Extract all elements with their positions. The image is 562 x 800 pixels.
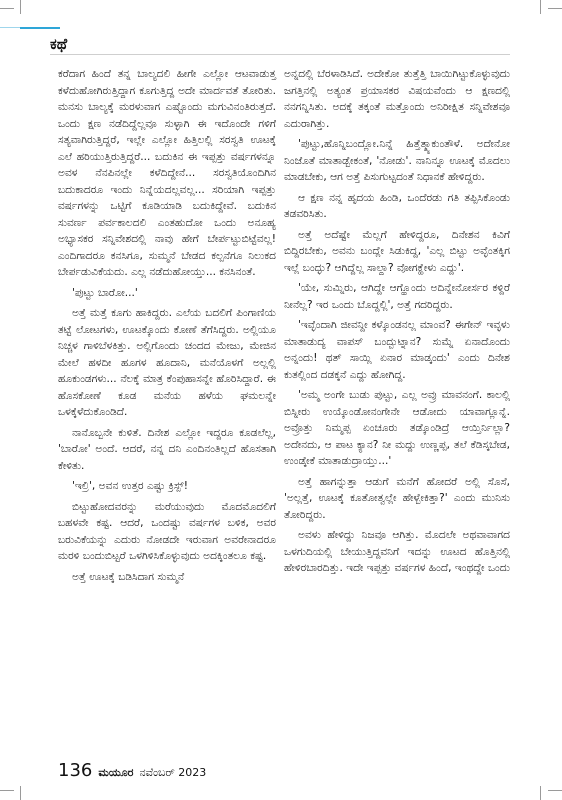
- paragraph: ಅತ್ತೆ ಮತ್ತೆ ಕೂಗು ಹಾಕಿದ್ದರು. ಎಲೆಯ ಬದಲಿಗೆ ಪಿಂಗಾಣಿಯ ತಟ್ಟೆ ಲೋಟಗಳು, ಊಟಕ್ಕೊಂದು ಕೋಣೆ ತೆಗೆಸಿದ್ದರು. ಅಲ್ಲಿಯೂ ನಿಚ್ಚಳ ಗಾಳಿಬೆಳಕಿತ್ತು. ಅಲ್ಲಿಗೊಂದು ಚಂದದ ಮೇಜು, ಮೇಜಿನ ಮೇಲೆ ಹಳದೀ ಹೂಗಳ ಹೂದಾನಿ, ಮನೆಯೊಳಗೆ ಅಲ್ಲಲ್ಲಿ ಹೂಕುಂಡಗಳು... ನೆಲಕ್ಕೆ ಮಾತ್ರ ಕೆಂಪುಹಾಸನ್ನೇ ಹೊರಿಸಿದ್ದಾರೆ. ಈ ಹೊಸಕೋಣೆ ಕೂಡ ಮನೆಯ ಹಳೆಯ ಘಮಲನ್ನೇ ಒಳಕ್ಕೆಳೆದುಕೊಂಡಿದೆ.: [58, 307, 276, 418]
- crop-mark-top-left-h: [0, 8, 14, 9]
- header-accent-line: [20, 27, 60, 29]
- paragraph: 'ಪುಟ್ಟು ಬಾರೋ...': [72, 286, 138, 299]
- paragraph: ನಾನೊಬ್ಬನೇ ಕುಳಿತೆ. ದಿನೇಶ ಎಲ್ಲೋ ಇದ್ದರೂ ಕೂಡಲೆಲ್ಲ, 'ಬಾರೋ' ಅಂದೆ. ಆದರೆ, ನನ್ನ ದನಿ ಎಂದಿನಂತಿಲ್ಲದೆ ಹೊಸತಾಗಿ ಕೇಳಿತು.: [58, 426, 276, 472]
- paragraph: ಕರೆದಾಗ ಹಿಂದೆ ತನ್ನ ಬಾಲ್ಯದಲಿ ಹೀಗೇ ಎಲ್ಲೋ ಆಟವಾಡುತ್ತ ಕಳೆದುಹೋಗಿರುತ್ತಿದ್ದಾಗ ಕೂಗುತ್ತಿದ್ದ ಅದೇ ಮಾರ್ದವತೆ ತೋರಿತು. ಮನಸು ಬಾಲ್ಯಕ್ಕೆ ಮರಳುವಾಗ ಎಷ್ಟೊಂದು ಮಗುವಿನಂತಿರುತ್ತದೆ. ಒಂದು ಕ್ಷಣ ನಡೆದಿದ್ದೆಲ್ಲವೂ ಸುಳ್ಳಾಗಿ ಈ ಇದೊಂದೇ ಗಳಿಗೆ ಸತ್ಯವಾಗಿರುತ್ತಿದ್ದರೆ, ಇಲ್ಲೇ ಎಲ್ಲೋ ಹಿತ್ತಿಲಲ್ಲಿ ಸರಸ್ವತಿ ಊಟಕ್ಕೆ ಎಲೆ ಹರಿಯುತ್ತಿರುತ್ತಿದ್ದರೆ... ಬದುಕಿನ ಈ ಇಪ್ಪತ್ತು ವರ್ಷಗಳನ್ನೂ ಅವಳ ನೆನಪಿನಲ್ಲೇ ಕಳೆದಿದ್ದೇನೆ... ಸರಸ್ವತಿಯೊಂದಿಗಿನ ಬದುಕಾದರೂ ಇಂದು ನಿನ್ನೆಯದಲ್ಲವಲ್ಲ... ಸರಿಯಾಗಿ ಇಪ್ಪತ್ತು ವರ್ಷಗಳನ್ನು ಒಟ್ಟಿಗೆ ಕೂಡಿಯಾಡಿ ಬದುಕಿದ್ದೇವೆ. ಬದುಕಿನ ಸುವರ್ಣ ಪರ್ವಕಾಲದಲಿ ಎಂತಹುದೋ ಒಂದು ಅನೂಹ್ಯ ಅಭ್ಯಾಸಕರ ಸನ್ನಿವೇಶದಲ್ಲಿ ನಾವು ಹೇಗೆ ಬೇರ್ಪಟ್ಟುಬಿಟ್ಟೆವಲ್ಲ! ಎಂದಿಗಾದರೂ ಕನಸಿಗೂ, ಸುಮ್ಮನೆ ಬೇಡದ ಕಲ್ಪನೆಗೂ ನಿಲುಕದ ಬೇರ್ಪಡುವಿಕೆಯದು. ಎಲ್ಲ ನಡೆದುಹೋಯ್ತು... ಕನಸಿನಂತೆ.: [58, 68, 276, 278]
- crop-mark-top-left-v: [20, 0, 21, 14]
- paragraph: ಅತ್ತೆ ಹಾಗನ್ನುತ್ತಾ ಆಡುಗೆ ಮನೆಗೆ ಹೋದರೆ ಅಲ್ಲಿ ಸೊಸೆ, 'ಅಲ್ಲತ್ತೆ, ಊಟಕ್ಕೆ ಕೂತೋತ್ವಲ್ಲೇ ಹೇಳ್ಬೇಕಿತ್ತಾ?' ಎಂದು ಮುನಿಸು ತೋರಿದ್ದರು.: [284, 475, 510, 521]
- crop-mark-bottom-left-v: [20, 786, 21, 800]
- crop-mark-bottom-right-v: [540, 786, 541, 800]
- crop-mark-bottom-left-h: [0, 790, 14, 791]
- page-footer: [58, 760, 206, 781]
- magazine-name: ಮಯೂರ: [98, 766, 134, 779]
- paragraph: ಅತ್ತೆ ಅದೆಷ್ಟೇ ಮೆಲ್ಲಗೆ ಹೇಳಿದ್ದರೂ, ದಿನೇಶನ ಕಿವಿಗೆ ಬಿದ್ದಿರಬೇಕು, ಅವನು ಬಂದ್ಲೇ ಸಿಡುಕಿದ್ದ, 'ಎಲ್ಲ ಬಿಟ್ಟು ಅವ್ಳೆಂತಕ್ಕಿಗ ಇಲ್ಲೆ ಬಂದ್ಳು? ಆಗಿದ್ದೆಲ್ಲ ಸಾಲ್ದಾ? ವೋಗಕ್ಹೇಳು ಎದ್ದು'.: [284, 228, 510, 274]
- header-accent-faint: [0, 27, 20, 28]
- crop-mark-top-right-v: [540, 0, 541, 14]
- paragraph: ಅತ್ತೆ ಊಟಕ್ಕೆ ಬಡಿಸಿದಾಗ ಸುಮ್ಮನೆ: [72, 570, 185, 583]
- crop-mark-top-right-h: [548, 8, 562, 9]
- paragraph: ಬಿಟ್ಟುಹೋದವರನ್ನು ಮರೆಯುವುದು ಮೊದಮೊದಲಿಗೆ ಬಹಳವೇ ಕಷ್ಟ. ಆದರೆ, ಒಂದಷ್ಟು ವರ್ಷಗಳ ಬಳಿಕ, ಅವರ ಬರುವಿಕೆಯನ್ನು ಎದುರು ನೋಡದೇ ಇರುವಾಗ ಅವರೇನಾದರೂ ಮರಳಿ ಬಂದುಬಿಟ್ಟರೆ ಒಳಗಿಳಿಸಿಕೊಳ್ಳುವುದು ಅದಕ್ಕಿಂತಲೂ ಕಷ್ಟ.: [58, 500, 276, 562]
- left-column: [58, 66, 276, 589]
- paragraph: 'ಇಲ್ರಿ', ಅವನ ಉತ್ತರ ಎಷ್ಟು ಕ್ರಿಸ್ಪ್!: [72, 480, 189, 492]
- page-number: 136: [58, 760, 93, 781]
- title-divider: [50, 54, 510, 55]
- paragraph: 'ಯೇ, ಸುಮ್ನಿರು, ಆಗಿದ್ದೇ ಆಗ್ಹೊಂದು ಅದಿನ್ನೇನೋರ್ಸರ ಕಳ್ದಿರೆ ನೀನೆಲ್ಲ? ಇರ ಒಂದು ಬೊದ್ದಲ್ಲಿ', ಅತ್ತೆ ಗದರಿದ್ದರು.: [284, 282, 510, 311]
- issue-date: ನವೆಂಬರ್ 2023: [139, 766, 207, 779]
- paragraph: ಆ ಕ್ಷಣ ನನ್ನ ಹೃದಯ ಹಿಂಡಿ, ಒಂದೆರಡು ಗತಿ ತಪ್ಪಿಸಿಕೊಂಡು ತಡವರಿಸಿತು.: [284, 191, 510, 220]
- paragraph: 'ಅಮ್ಮ ಅಂಗೇ ಬುಡು ಪುಟ್ಟು, ಎಲ್ಲ ಅವ್ರು ಮಾವನಂಗೆ. ಕಾಲಲ್ಲಿ ಬಿಸ್ನೀರು ಉಯ್ಕೊಂಡೋನಂಗೇನೇ ಆಡೋದು ಯಾವಾಗ್ಲೂನ್ನೆ. ಅವ್ರೊತ್ತು ನಿಮ್ಮಪ್ಪ ಏಂಚೂರು ತಡ್ಕೊಂಡಿದ್ರೆ ಆಯ್ತಿರ್ನಿಲ್ಲಾ? ಅದೇನದು, ಆ ಪಾಟ ಕ್ಯಾನ? ನೀ ಮದ್ದು ಉಣ್ಣಪ್ಪ, ತಲೆ ಕೆಡಿಸ್ಕಬೇಡ, ಉಂಡ್ಕೇಕೆ ಮಾತಾಡುದ್ರಾಯ್ತು...': [284, 389, 510, 467]
- paragraph: ಅವಳು ಹೇಳಿದ್ದು ನಿಜವೂ ಆಗಿತ್ತು. ಮೊದಲೇ ಅಥವಾವಾಗದ ಒಳಗುದಿಯಲ್ಲಿ ಬೇಯುತ್ತಿದ್ದವನಿಗೆ ಇದನ್ನು ಊಟದ ಹೊತ್ತಿನಲ್ಲಿ ಹೇಳಿರಬಾರದಿತ್ತು. ಇದೇ ಇಪ್ಪತ್ತು ವರ್ಷಗಳ ಹಿಂದೆ, ಇಂಥದ್ದೇ ಒಂದು: [284, 529, 510, 574]
- paragraph: 'ಇವ್ಳೆಂದಾಗಿ ಜೀವನ್ದೀ ಕಳ್ಕೊಂಡನಲ್ಲ ಮಾಂವ? ಈಗೇನ್ ಇವ್ಳಳು ಮಾತಾಡುದ್ಯ ವಾಪಸ್ ಬಂದ್ಬುಟ್ನಾನ? ಸುಮ್ನೆ ಏನಾದೊಂದು ಅನ್ನಂದು! ಥತ್ ಸಾಯ್ಲಿ ಏನಾರ ಮಾಡ್ಕಂದು' ಎಂದು ದಿನೇಶ ಕುತಲ್ಲಿಂದ ದಡಕ್ಕನೆ ಎದ್ದು ಹೋಗಿದ್ದ.: [284, 319, 510, 381]
- crop-mark-bottom-right-h: [548, 790, 562, 791]
- right-column: [284, 66, 510, 581]
- paragraph: ಅನ್ನದಲ್ಲಿ ಬೆರಳಾಡಿಸಿದೆ. ಅದೇಕೋ ತುತ್ತೆತ್ತಿ ಬಾಯಿಗಿಟ್ಟುಕೊಳ್ಳುವುದು ಜಗತ್ತಿನಲ್ಲಿ ಅತ್ಯಂತ ಪ್ರಯಾಸಕರ ವಿಷಯವೆಂದು ಆ ಕ್ಷಣದಲ್ಲಿ ನನಗನ್ನಿಸಿತು. ಅದಕ್ಕೆ ತಕ್ಕಂತೆ ಮತ್ತೊಂದು ಅನಿರೀಕ್ಷಿತ ಸನ್ನಿವೇಶವೂ ಎದುರಾಗಿತ್ತು.: [284, 68, 510, 130]
- paragraph: 'ಪುಟ್ಟು,ಹೊನ್ನಿಬಂದ್ಲೋ.ನಿನ್ನೆ ಹಿತ್ತೆತ್ಮ್ಯಾಕುಂತೌಳೆ. ಅದೇನೋ ನಿಂಜೊತೆ ಮಾತಾಡ್ಬೇಕಂತೆ, 'ನೋಡು'. ನಾನಿನ್ನೂ ಊಟಕ್ಕೆ ಮೊದಲು ಮಾಡಬೇಕು, ಆಗ ಅತ್ತೆ ಪಿಸುಗುಟ್ಟದಂತೆ ನಿಧಾನಕೆ ಹೇಳಿದ್ದರು.: [284, 138, 510, 183]
- section-title: ಕಥೆ: [50, 35, 68, 53]
